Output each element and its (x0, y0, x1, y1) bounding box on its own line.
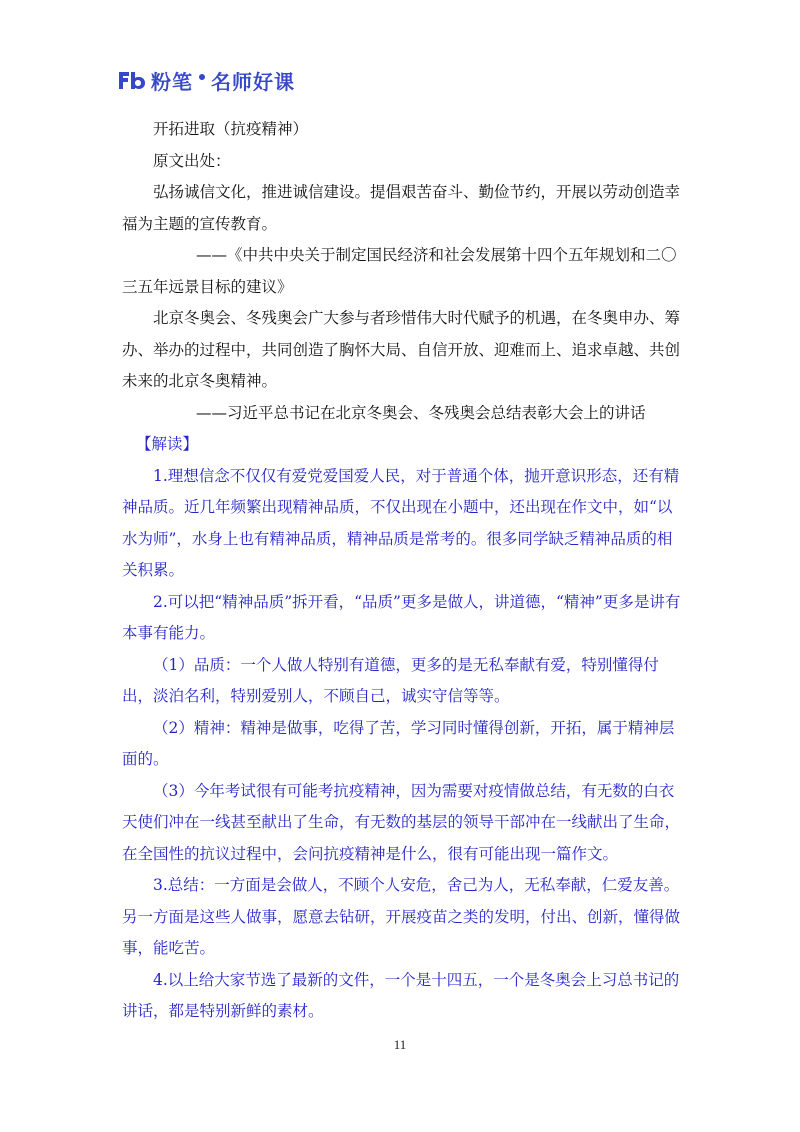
interpretation-point-2: 2.可以把“精神品质”拆开看，“品质”更多是做人，讲道德，“精神”更多是讲有本事有能力。 (122, 592, 681, 642)
interpretation-point-1: 1.理想信念不仅仅有爱党爱国爱人民，对于普通个体，抛开意识形态，还有精神品质。近几年频繁出现精神品质，不仅出现在小题中，还出现在作文中，如“以水为师”，水身上也有精神品质，精神品质是常考的。很多同学缺乏精神品质的相关积累。 (122, 466, 680, 579)
interpretation-point-3: 3.总结：一方面是会做人，不顾个人安危，舍己为人，无私奉献，仁爱友善。另一方面是这些人做事，愿意去钻研，开展疫苗之类的发明，付出、创新，懂得做事，能吃苦。 (122, 876, 681, 957)
logo-separator-dot (199, 74, 205, 80)
quote-paragraph-2: 北京冬奥会、冬残奥会广大参与者珍惜伟大时代赋予的机遇，在冬奥申办、筹办、举办的过程中，共同创造了胸怀大局、自信开放、迎难而上、追求卓越、共创未来的北京冬奥精神。 (122, 309, 681, 390)
source-label: 原文出处： (153, 151, 231, 170)
brand-slogan: 名师好课 (211, 69, 295, 94)
interpretation-point-4: 4.以上给大家节选了最新的文件，一个是十四五，一个是冬奥会上习总书记的讲话，都是特别新鲜的素材。 (122, 970, 680, 1020)
quote-source-2: ——习近平总书记在北京冬奥会、冬残奥会总结表彰大会上的讲话 (196, 403, 646, 422)
document-body (122, 114, 682, 1028)
interpretation-heading: 【解读】 (136, 435, 199, 453)
interpretation-subpoint-1: （1）品质：一个人做人特别有道德，更多的是无私奉献有爱，特别懂得付出，淡泊名利，特别爱别人，不顾自己，诚实守信等等。 (122, 655, 659, 705)
fb-logo-icon (117, 69, 147, 91)
brand-name: 粉笔 (151, 69, 193, 94)
header-logo (117, 64, 295, 96)
interpretation-subpoint-3: （3）今年考试很有可能考抗疫精神，因为需要对疫情做总结，有无数的白衣天使们冲在一线甚至献出了生命，有无数的基层的领导干部冲在一线献出了生命，在全国性的抗议过程中，会问抗疫精神是什么，很有可能出现一篇作文。 (122, 781, 681, 863)
quote-paragraph-1: 弘扬诚信文化，推进诚信建设。提倡艰苦奋斗、勤俭节约，开展以劳动创造幸福为主题的宣传教育。 (122, 183, 681, 233)
page-number: 11 (393, 1037, 407, 1052)
interpretation-subpoint-2: （2）精神：精神是做事，吃得了苦，学习同时懂得创新，开拓，属于精神层面的。 (122, 718, 675, 768)
quote-source-1: ——《中共中央关于制定国民经济和社会发展第十四个五年规划和二〇三五年远景目标的建议》 (122, 246, 677, 296)
section-title: 开拓进取（抗疫精神） (153, 120, 309, 138)
